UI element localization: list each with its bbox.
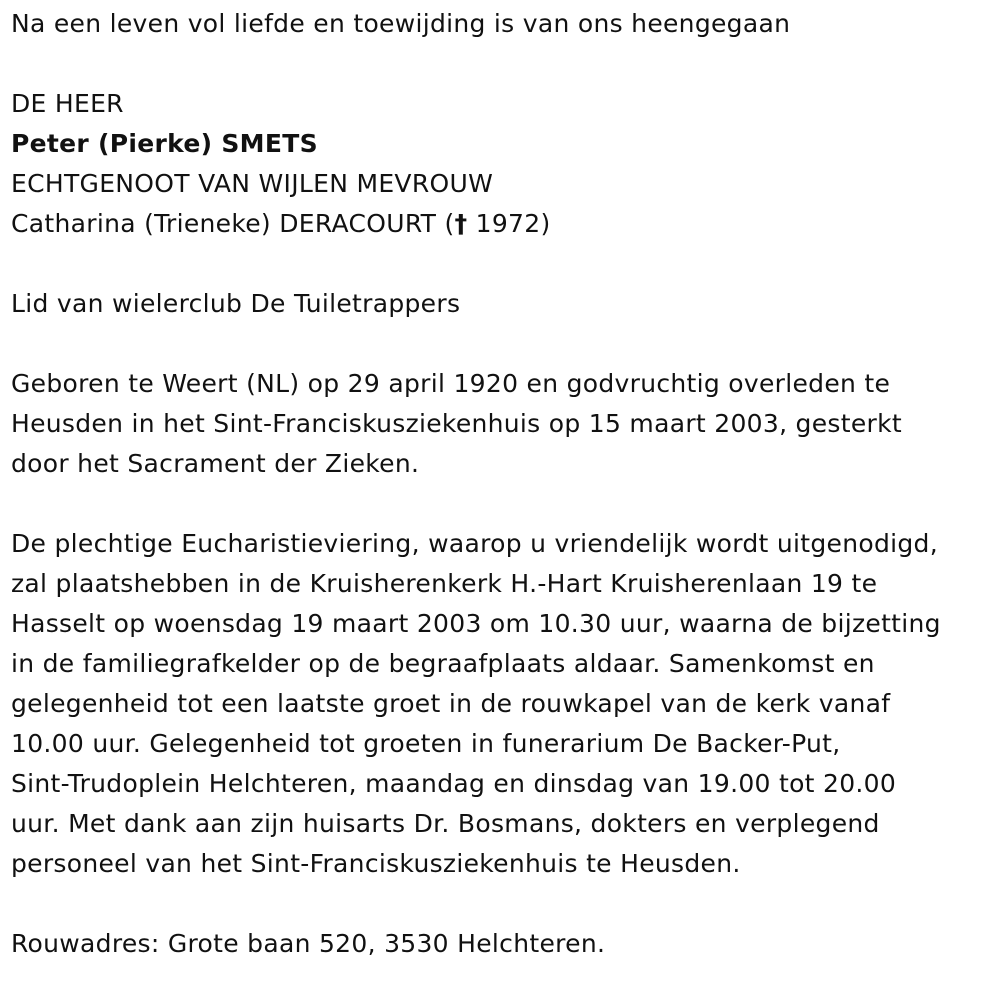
- paragraph-line: personeel van het Sint-Franciskusziekenhuis te Heusden.: [11, 849, 741, 878]
- spacer: [11, 324, 1000, 364]
- paragraph-line: Sint-Trudoplein Helchteren, maandag en dinsdag van 19.00 tot 20.00: [11, 769, 897, 798]
- paragraph-line: Geboren te Weert (NL) op 29 april 1920 en godvruchtig overleden te: [11, 369, 891, 398]
- spacer: [11, 44, 1000, 84]
- spouse-line: [11, 204, 1000, 244]
- paragraph-line: 10.00 uur. Gelegenheid tot groeten in funerarium De Backer-Put,: [11, 729, 841, 758]
- ceremony-paragraph: [11, 524, 1000, 884]
- spouse-death-year: 1972): [475, 209, 551, 238]
- paragraph-line: zal plaatshebben in de Kruisherenkerk H.-Hart Kruisherenlaan 19 te: [11, 569, 878, 598]
- paragraph-line: uur. Met dank aan zijn huisarts Dr. Bosmans, dokters en verplegend: [11, 809, 880, 838]
- paragraph-line: De plechtige Eucharistieviering, waarop u vriendelijk wordt uitgenodigd,: [11, 529, 938, 558]
- paragraph-line: Hasselt op woensdag 19 maart 2003 om 10.30 uur, waarna de bijzetting: [11, 609, 941, 638]
- birth-paragraph: [11, 364, 1000, 484]
- spouse-name: Catharina (Trieneke) DERACOURT (: [11, 209, 455, 238]
- paragraph-line: gelegenheid tot een laatste groet in de rouwkapel van de kerk vanaf: [11, 689, 891, 718]
- intro-text: Na een leven vol liefde en toewijding is van ons heengegaan: [11, 9, 791, 38]
- cross-icon: †: [454, 209, 468, 238]
- mourning-address: Rouwadres: Grote baan 520, 3530 Helchteren.: [11, 929, 606, 958]
- paragraph-line: door het Sacrament der Zieken.: [11, 449, 420, 478]
- membership-text: Lid van wielerclub De Tuiletrappers: [11, 289, 461, 318]
- spacer: [11, 884, 1000, 924]
- deceased-name: Peter (Pierke) SMETS: [11, 129, 318, 158]
- paragraph-line: Heusden in het Sint-Franciskusziekenhuis op 15 maart 2003, gesterkt: [11, 409, 902, 438]
- spouse-label: ECHTGENOOT VAN WIJLEN MEVROUW: [11, 169, 494, 198]
- paragraph-line: in de familiegrafkelder op de begraafplaats aldaar. Samenkomst en: [11, 649, 875, 678]
- title-prefix: DE HEER: [11, 89, 124, 118]
- spacer: [11, 244, 1000, 284]
- spacer: [11, 484, 1000, 524]
